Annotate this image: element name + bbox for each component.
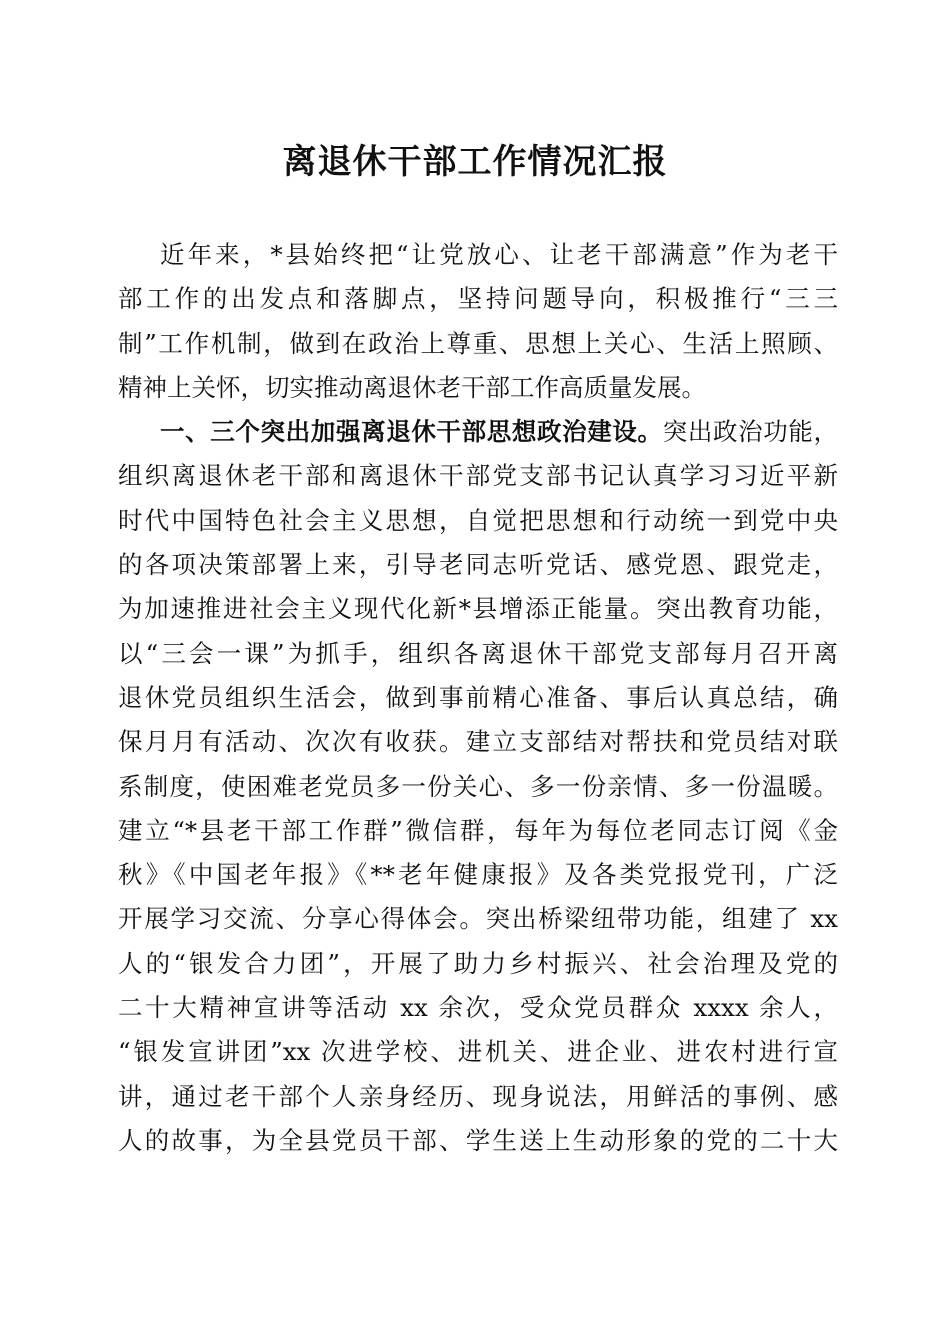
paragraph-line: 开展学习交流、分享心得体会。突出桥梁纽带功能，组建了 xx bbox=[118, 904, 838, 934]
paragraph-text: 突出政治功能， bbox=[662, 417, 839, 447]
paragraph-line: 保月月有活动、次次有收获。建立支部结对帮扶和党员结对联 bbox=[118, 727, 838, 757]
paragraph-line: 建立“*县老干部工作群”微信群，每年为每位老同志订阅《金 bbox=[118, 815, 838, 845]
paragraph-line: 制”工作机制，做到在政治上尊重、思想上关心、生活上照顾、 bbox=[118, 328, 838, 358]
section-heading: 一、三个突出加强离退休干部思想政治建设。 bbox=[160, 417, 663, 447]
paragraph-line: 近年来，*县始终把“让党放心、让老干部满意”作为老干 bbox=[160, 240, 838, 269]
paragraph-line: 讲，通过老干部个人亲身经历、现身说法，用鲜活的事例、感 bbox=[118, 1081, 838, 1111]
paragraph-line: “银发宣讲团”xx 次进学校、进机关、进企业、进农村进行宣 bbox=[118, 1037, 838, 1067]
paragraph-line: 系制度，使困难老党员多一份关心、多一份亲情、多一份温暖。 bbox=[118, 771, 838, 801]
paragraph-line: 部工作的出发点和落脚点，坚持问题导向，积极推行“三三 bbox=[118, 284, 838, 314]
paragraph-line: 时代中国特色社会主义思想，自觉把思想和行动统一到党中央 bbox=[118, 505, 838, 535]
paragraph-line: 人的“银发合力团”，开展了助力乡村振兴、社会治理及党的 bbox=[118, 948, 838, 978]
paragraph-line: 精神上关怀，切实推动离退休老干部工作高质量发展。 bbox=[118, 372, 706, 402]
section-heading-line bbox=[118, 410, 838, 454]
paragraph-line: 人的故事，为全县党员干部、学生送上生动形象的党的二十大 bbox=[118, 1125, 838, 1155]
paragraph-line: 秋》《中国老年报》《**老年健康报》及各类党报党刊，广泛 bbox=[118, 860, 838, 890]
document-title: 离退休干部工作情况汇报 bbox=[282, 142, 668, 182]
paragraph-line: 以“三会一课”为抓手，组织各离退休干部党支部每月召开离 bbox=[118, 638, 838, 668]
document-body bbox=[118, 233, 838, 1163]
paragraph-line: 组织离退休老干部和离退休干部党支部书记认真学习习近平新 bbox=[118, 461, 838, 491]
paragraph-line: 退休党员组织生活会，做到事前精心准备、事后认真总结，确 bbox=[118, 682, 838, 712]
paragraph-line: 的各项决策部署上来，引导老同志听党话、感党恩、跟党走， bbox=[118, 550, 838, 580]
paragraph-line: 二十大精神宣讲等活动 xx 余次，受众党员群众 xxxx 余人， bbox=[118, 993, 838, 1023]
paragraph-line: 为加速推进社会主义现代化新*县增添正能量。突出教育功能， bbox=[118, 594, 838, 624]
